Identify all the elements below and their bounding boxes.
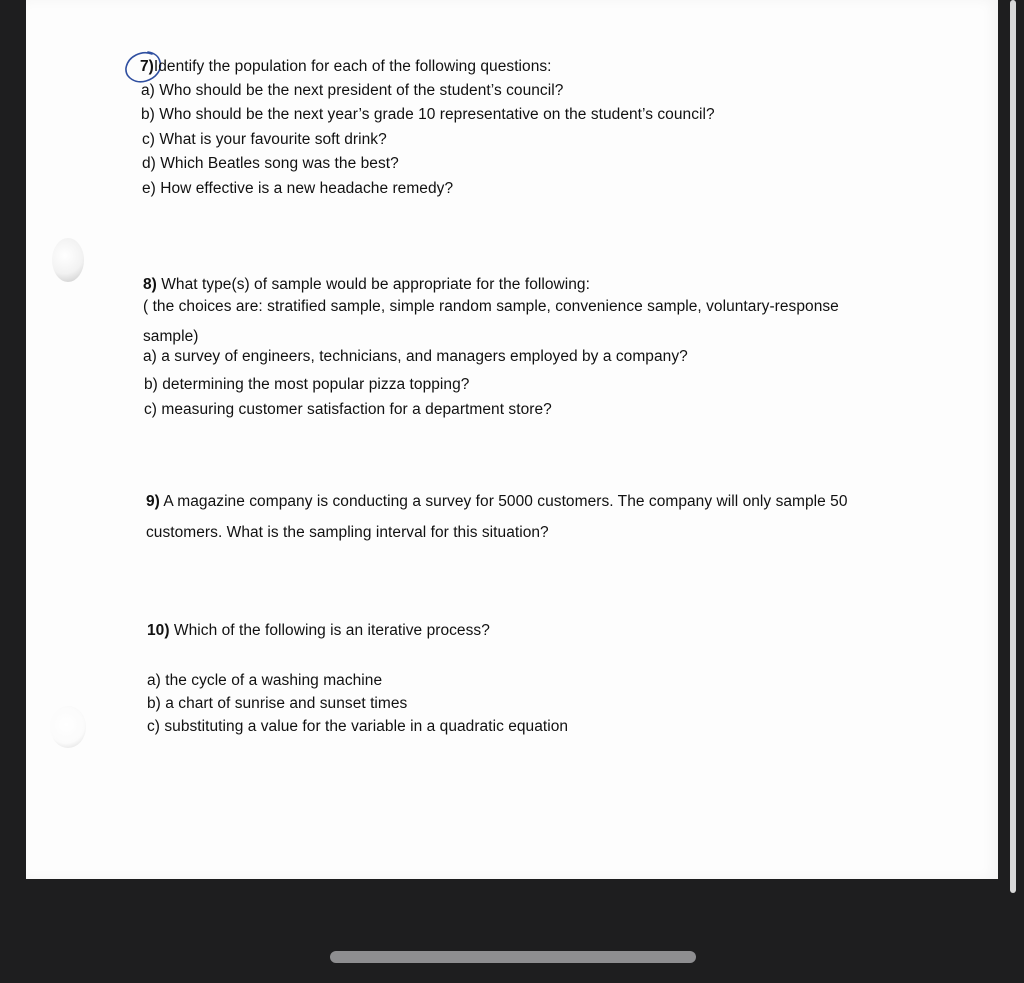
question-8-item-b: b) determining the most popular pizza topping? xyxy=(144,376,470,393)
question-8-choices-line-1: ( the choices are: stratified sample, simple random sample, convenience sample, voluntary-response xyxy=(143,298,839,315)
question-text: A magazine company is conducting a survey for 5000 customers. The company will only sample 50 xyxy=(163,493,848,510)
worksheet-page xyxy=(26,0,998,879)
question-text: Identify the population for each of the following questions: xyxy=(153,58,552,75)
punch-hole xyxy=(52,238,84,282)
question-7-item-a: a) Who should be the next president of the student’s council? xyxy=(141,82,564,99)
question-10-item-b: b) a chart of sunrise and sunset times xyxy=(147,695,408,712)
question-7-item-d: d) Which Beatles song was the best? xyxy=(142,155,399,172)
vertical-scrollbar[interactable] xyxy=(1010,0,1016,893)
question-number: 9) xyxy=(146,493,160,510)
question-text: What type(s) of sample would be appropriate for the following: xyxy=(161,276,590,293)
question-8-item-a: a) a survey of engineers, technicians, and managers employed by a company? xyxy=(143,348,688,365)
home-indicator-bar[interactable] xyxy=(330,951,696,963)
question-number: 10) xyxy=(147,622,170,639)
question-number: 8) xyxy=(143,276,157,293)
question-7-item-b: b) Who should be the next year’s grade 10 representative on the student’s council? xyxy=(141,106,715,123)
question-10-item-a: a) the cycle of a washing machine xyxy=(147,672,383,689)
question-7-item-c: c) What is your favourite soft drink? xyxy=(142,131,387,148)
question-7-title xyxy=(140,58,552,76)
punch-hole xyxy=(50,706,86,748)
question-9-line-1 xyxy=(146,493,848,511)
question-number: 7) xyxy=(140,58,154,75)
question-8-choices-line-2: sample) xyxy=(143,328,199,345)
question-text: Which of the following is an iterative process? xyxy=(173,622,490,639)
question-7-item-e: e) How effective is a new headache remedy? xyxy=(142,180,454,197)
question-8-title xyxy=(143,276,590,294)
question-8-item-c: c) measuring customer satisfaction for a department store? xyxy=(144,401,552,418)
question-9-line-2: customers. What is the sampling interval for this situation? xyxy=(146,524,549,541)
question-10-item-c: c) substituting a value for the variable in a quadratic equation xyxy=(147,718,569,735)
question-10-title xyxy=(147,622,490,640)
